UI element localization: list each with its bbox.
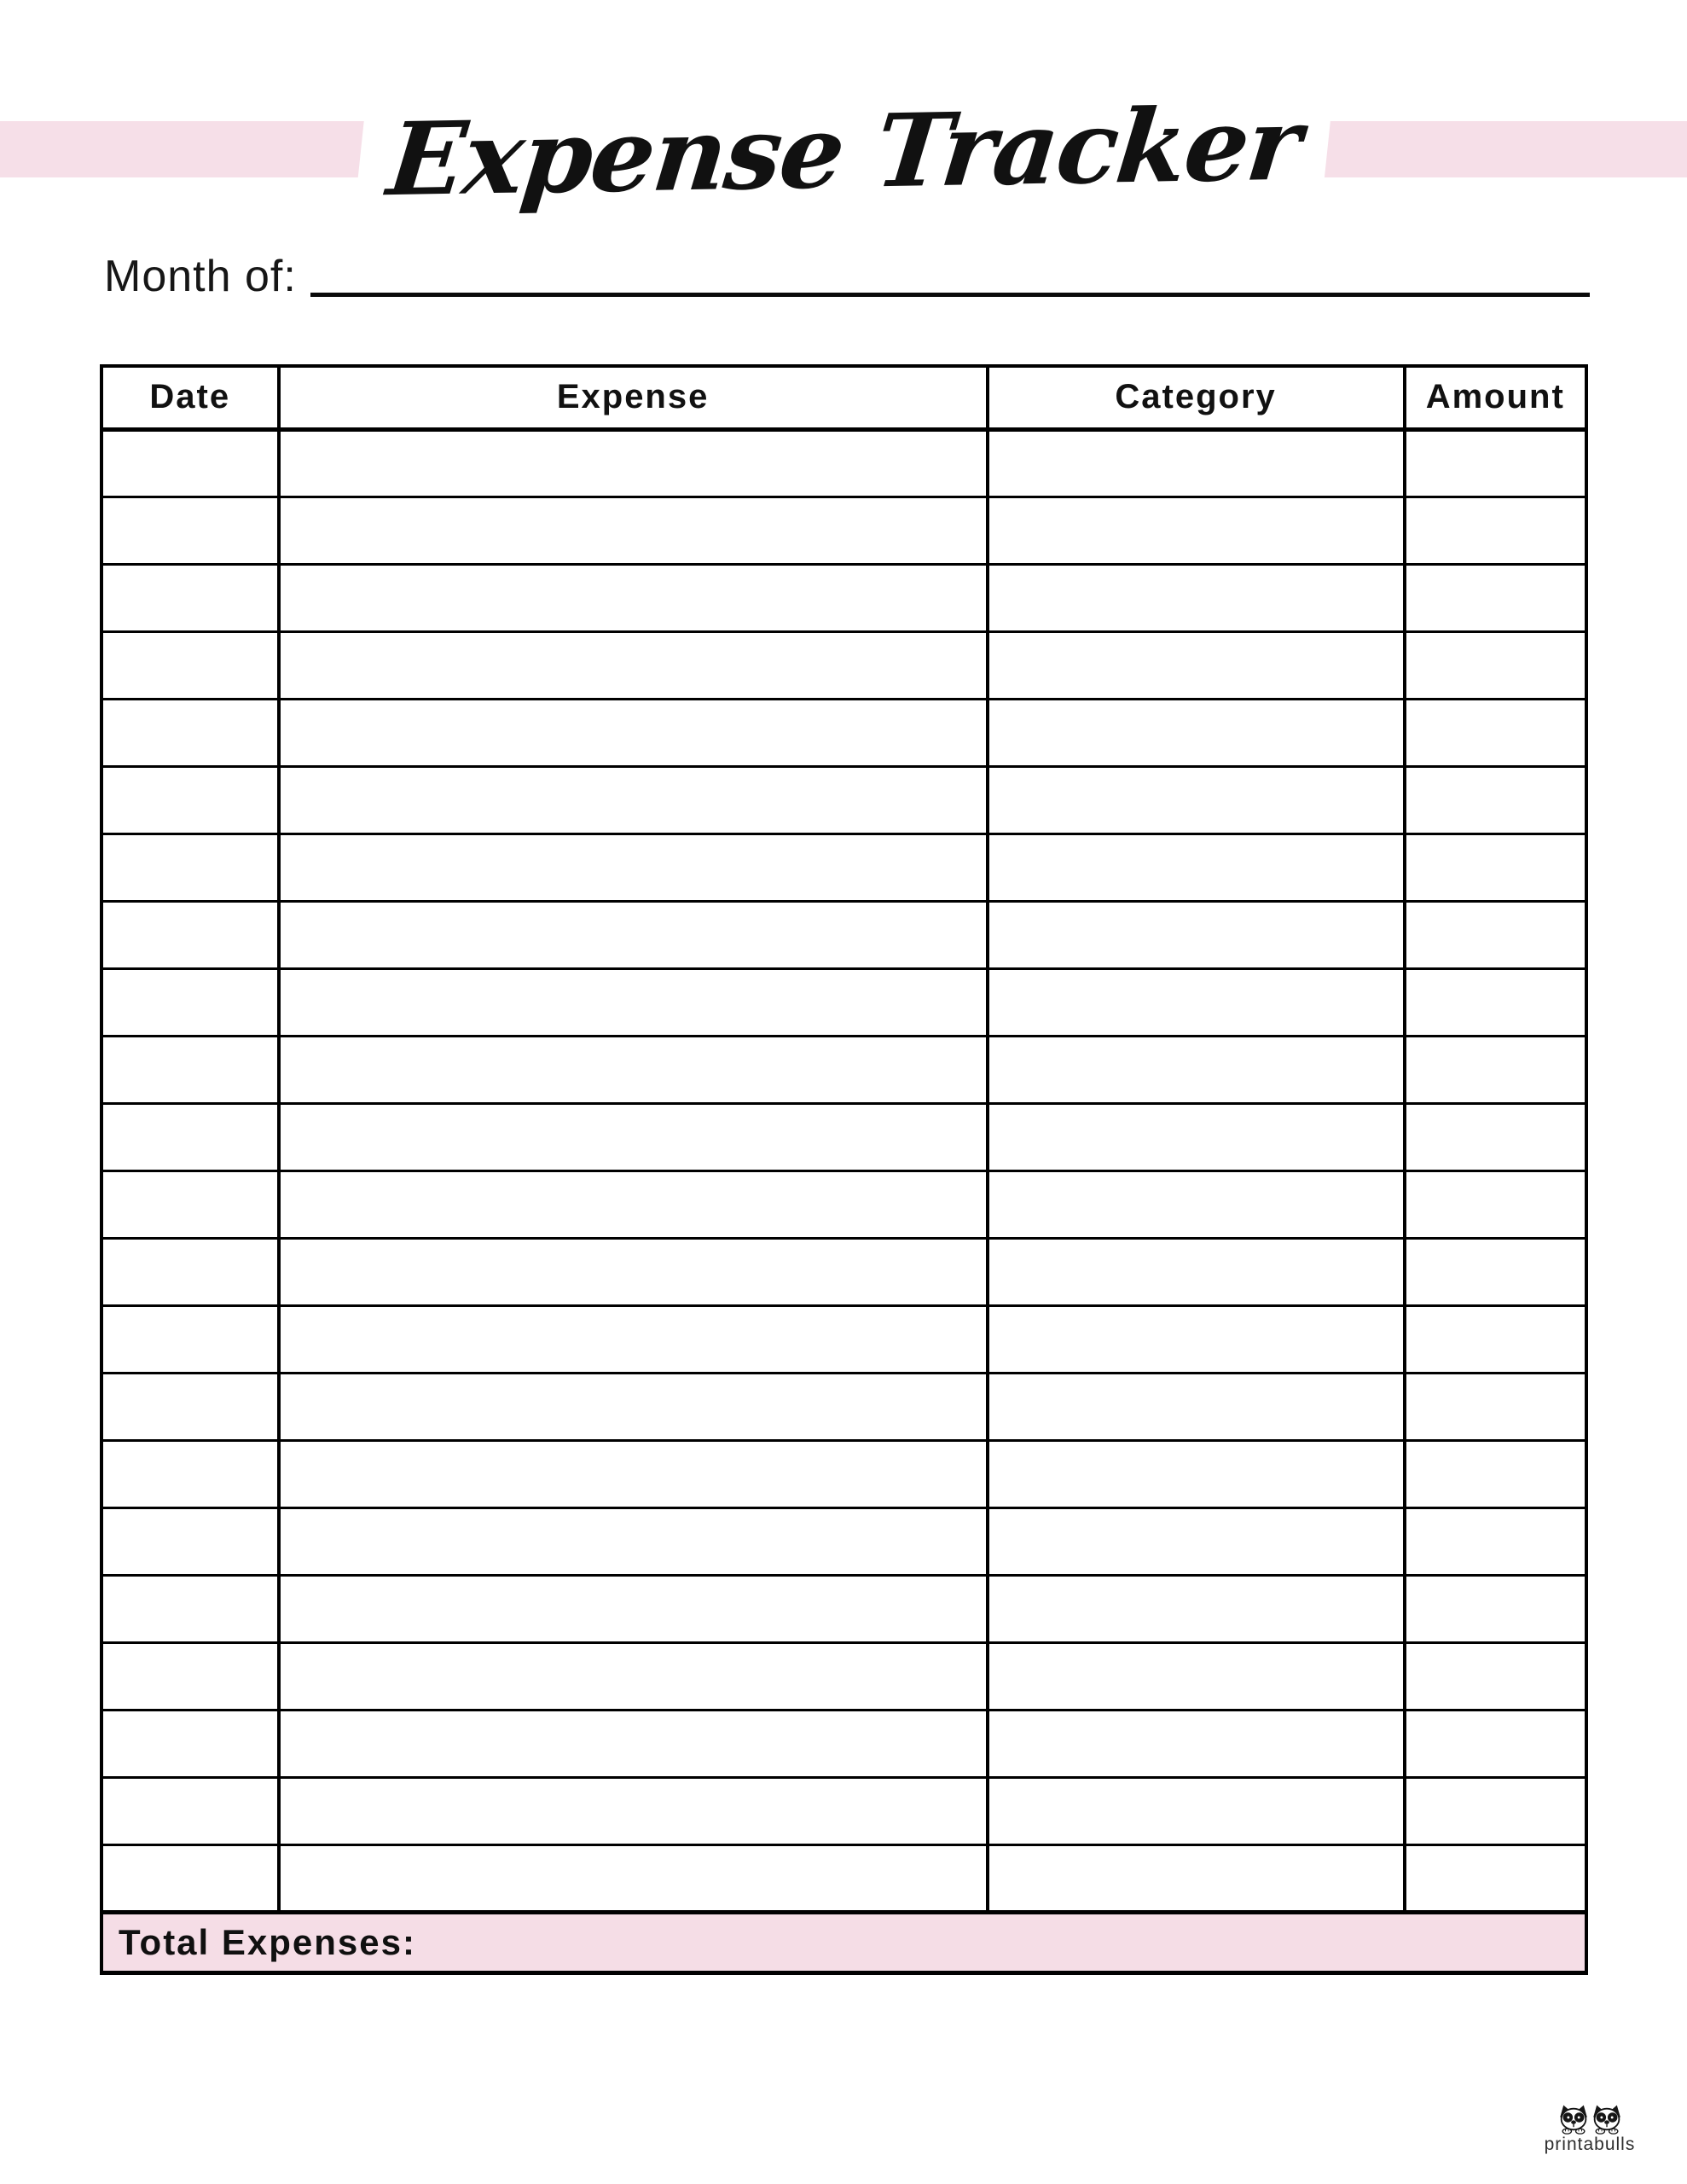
empty-cell[interactable] bbox=[279, 766, 988, 834]
total-expenses-label: Total Expenses: bbox=[119, 1921, 416, 1962]
empty-cell[interactable] bbox=[101, 631, 279, 699]
empty-cell[interactable] bbox=[279, 699, 988, 766]
table-row bbox=[101, 1103, 1586, 1170]
empty-cell[interactable] bbox=[1405, 1103, 1586, 1170]
empty-cell[interactable] bbox=[101, 766, 279, 834]
table-row bbox=[101, 834, 1586, 901]
empty-cell[interactable] bbox=[1405, 1777, 1586, 1844]
empty-cell[interactable] bbox=[988, 1710, 1405, 1777]
bulldog-icons bbox=[1557, 2104, 1623, 2135]
empty-cell[interactable] bbox=[1405, 1575, 1586, 1642]
empty-cell[interactable] bbox=[279, 1373, 988, 1440]
printabulls-logo bbox=[1542, 2104, 1638, 2153]
empty-cell[interactable] bbox=[1405, 766, 1586, 834]
empty-cell[interactable] bbox=[1405, 901, 1586, 968]
empty-cell[interactable] bbox=[101, 429, 279, 497]
empty-cell[interactable] bbox=[1405, 834, 1586, 901]
empty-cell[interactable] bbox=[988, 766, 1405, 834]
empty-cell[interactable] bbox=[101, 1710, 279, 1777]
total-flex bbox=[119, 1917, 1585, 1968]
empty-cell[interactable] bbox=[988, 1777, 1405, 1844]
empty-cell[interactable] bbox=[101, 968, 279, 1036]
empty-cell[interactable] bbox=[988, 1238, 1405, 1305]
empty-cell[interactable] bbox=[101, 1373, 279, 1440]
empty-cell[interactable] bbox=[1405, 1440, 1586, 1507]
table-row bbox=[101, 766, 1586, 834]
table-row bbox=[101, 1710, 1586, 1777]
table-row bbox=[101, 429, 1586, 497]
table-row bbox=[101, 631, 1586, 699]
empty-cell[interactable] bbox=[1405, 699, 1586, 766]
column-header-category: Category bbox=[988, 366, 1405, 429]
empty-cell[interactable] bbox=[988, 699, 1405, 766]
empty-cell[interactable] bbox=[279, 1103, 988, 1170]
empty-cell[interactable] bbox=[1405, 1238, 1586, 1305]
empty-cell[interactable] bbox=[279, 1036, 988, 1103]
empty-cell[interactable] bbox=[988, 1575, 1405, 1642]
empty-cell[interactable] bbox=[101, 1844, 279, 1912]
table-row bbox=[101, 1642, 1586, 1710]
table-row bbox=[101, 699, 1586, 766]
empty-cell[interactable] bbox=[101, 497, 279, 564]
table-row bbox=[101, 968, 1586, 1036]
empty-cell[interactable] bbox=[279, 1575, 988, 1642]
header-row bbox=[101, 366, 1586, 429]
empty-cell[interactable] bbox=[1405, 1844, 1586, 1912]
empty-cell[interactable] bbox=[988, 1036, 1405, 1103]
title-row bbox=[0, 68, 1687, 235]
logo-text: printabulls bbox=[1544, 2135, 1636, 2154]
table-row bbox=[101, 1238, 1586, 1305]
total-row bbox=[101, 1912, 1586, 1972]
empty-cell[interactable] bbox=[279, 497, 988, 564]
empty-cell[interactable] bbox=[279, 1238, 988, 1305]
empty-cell[interactable] bbox=[1405, 429, 1586, 497]
empty-cell[interactable] bbox=[988, 1440, 1405, 1507]
empty-cell[interactable] bbox=[988, 1642, 1405, 1710]
expense-table-body bbox=[101, 429, 1586, 1912]
empty-cell[interactable] bbox=[1405, 1305, 1586, 1373]
page-title: Expense Tracker bbox=[351, 60, 1336, 244]
empty-cell[interactable] bbox=[279, 1305, 988, 1373]
column-header-date: Date bbox=[101, 366, 279, 429]
month-fill-line[interactable] bbox=[310, 292, 1590, 297]
table-row bbox=[101, 497, 1586, 564]
empty-cell[interactable] bbox=[101, 1305, 279, 1373]
empty-cell[interactable] bbox=[101, 1440, 279, 1507]
empty-cell[interactable] bbox=[1405, 968, 1586, 1036]
table-row bbox=[101, 1440, 1586, 1507]
empty-cell[interactable] bbox=[988, 1507, 1405, 1575]
empty-cell[interactable] bbox=[1405, 1036, 1586, 1103]
empty-cell[interactable] bbox=[1405, 1710, 1586, 1777]
empty-cell[interactable] bbox=[279, 1710, 988, 1777]
expense-table bbox=[100, 364, 1588, 1975]
empty-cell[interactable] bbox=[988, 564, 1405, 631]
empty-cell[interactable] bbox=[988, 631, 1405, 699]
empty-cell[interactable] bbox=[1405, 1373, 1586, 1440]
empty-cell[interactable] bbox=[101, 1170, 279, 1238]
empty-cell[interactable] bbox=[988, 834, 1405, 901]
empty-cell[interactable] bbox=[279, 1777, 988, 1844]
empty-cell[interactable] bbox=[988, 1305, 1405, 1373]
empty-cell[interactable] bbox=[988, 901, 1405, 968]
empty-cell[interactable] bbox=[988, 1170, 1405, 1238]
table-row bbox=[101, 1844, 1586, 1912]
empty-cell[interactable] bbox=[101, 1036, 279, 1103]
empty-cell[interactable] bbox=[279, 1440, 988, 1507]
total-cell bbox=[101, 1912, 1586, 1972]
empty-cell[interactable] bbox=[101, 1103, 279, 1170]
empty-cell[interactable] bbox=[101, 834, 279, 901]
total-expenses-value-area[interactable] bbox=[416, 1917, 1585, 1968]
empty-cell[interactable] bbox=[279, 1642, 988, 1710]
column-header-expense: Expense bbox=[279, 366, 988, 429]
empty-cell[interactable] bbox=[988, 1373, 1405, 1440]
empty-cell[interactable] bbox=[1405, 1507, 1586, 1575]
empty-cell[interactable] bbox=[1405, 631, 1586, 699]
empty-cell[interactable] bbox=[279, 901, 988, 968]
table-row bbox=[101, 564, 1586, 631]
table-row bbox=[101, 901, 1586, 968]
empty-cell[interactable] bbox=[1405, 1642, 1586, 1710]
table-row bbox=[101, 1575, 1586, 1642]
empty-cell[interactable] bbox=[279, 1507, 988, 1575]
table-row bbox=[101, 1777, 1586, 1844]
empty-cell[interactable] bbox=[279, 1170, 988, 1238]
empty-cell[interactable] bbox=[279, 968, 988, 1036]
empty-cell[interactable] bbox=[101, 1238, 279, 1305]
column-header-amount: Amount bbox=[1405, 366, 1586, 429]
empty-cell[interactable] bbox=[101, 1507, 279, 1575]
empty-cell[interactable] bbox=[279, 834, 988, 901]
table-row bbox=[101, 1305, 1586, 1373]
empty-cell[interactable] bbox=[988, 1844, 1405, 1912]
empty-cell[interactable] bbox=[101, 1575, 279, 1642]
empty-cell[interactable] bbox=[279, 1844, 988, 1912]
table-row bbox=[101, 1507, 1586, 1575]
empty-cell[interactable] bbox=[101, 1642, 279, 1710]
month-of-label: Month of: bbox=[104, 252, 297, 301]
empty-cell[interactable] bbox=[1405, 564, 1586, 631]
empty-cell[interactable] bbox=[101, 564, 279, 631]
empty-cell[interactable] bbox=[988, 1103, 1405, 1170]
empty-cell[interactable] bbox=[101, 901, 279, 968]
empty-cell[interactable] bbox=[988, 968, 1405, 1036]
empty-cell[interactable] bbox=[279, 631, 988, 699]
month-row bbox=[104, 253, 1590, 300]
empty-cell[interactable] bbox=[988, 497, 1405, 564]
table-row bbox=[101, 1373, 1586, 1440]
table-row bbox=[101, 1036, 1586, 1103]
empty-cell[interactable] bbox=[988, 429, 1405, 497]
empty-cell[interactable] bbox=[279, 564, 988, 631]
empty-cell[interactable] bbox=[101, 699, 279, 766]
empty-cell[interactable] bbox=[279, 429, 988, 497]
empty-cell[interactable] bbox=[101, 1777, 279, 1844]
empty-cell[interactable] bbox=[1405, 497, 1586, 564]
table-row bbox=[101, 1170, 1586, 1238]
empty-cell[interactable] bbox=[1405, 1170, 1586, 1238]
